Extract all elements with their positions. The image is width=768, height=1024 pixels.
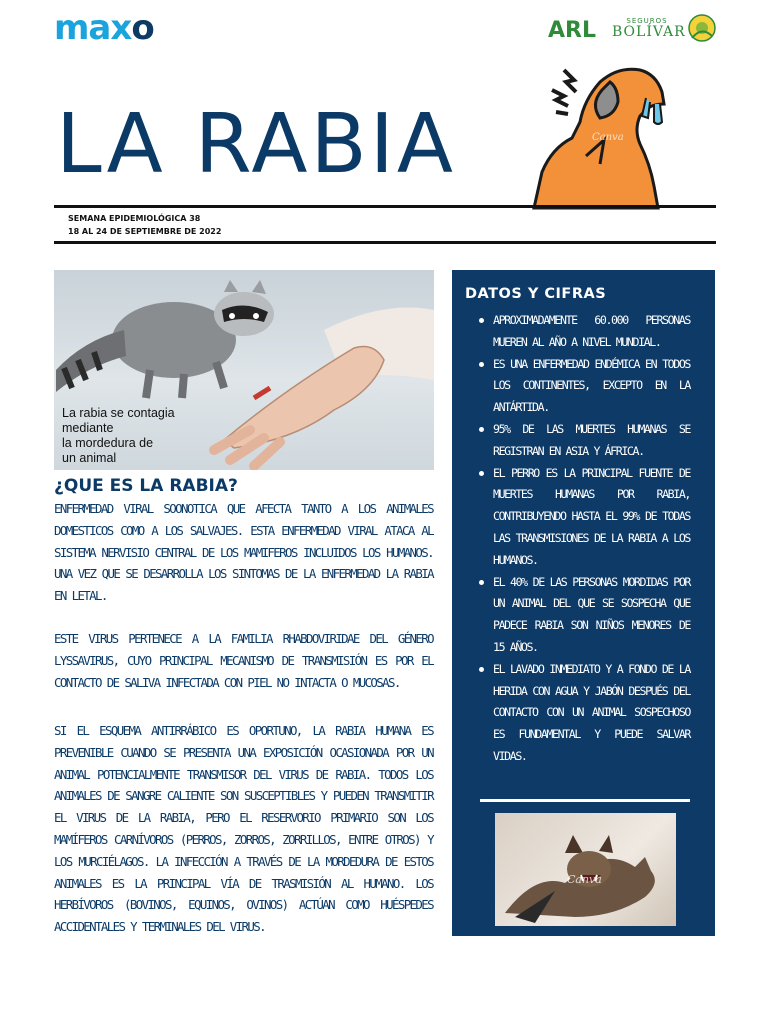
bat-illustration — [495, 813, 676, 926]
fact-item: APROXIMADAMENTE 60.000 PERSONAS MUEREN AL AÑO A NIVEL MUNDIAL. — [474, 310, 690, 354]
fact-item: EL LAVADO INMEDIATO Y A FONDO DE LA HERIDA CON AGUA Y JABÓN DESPUÉS DEL CONTACTO CON UN ANIMAL SOSPECHOSO ES FUNDAMENTAL Y PUEDE SALVAR VIDAS. — [474, 659, 690, 768]
paragraph-definition: ENFERMEDAD VIRAL SOONOTICA QUE AFECTA TANTO A LOS ANIMALES DOMESTICOS COMO A LOS SALVAJES. ESTA ENFERMEDAD VIRAL ATACA AL SISTEMA NERVISIO CENTRAL DE LOS MAMIFEROS INCLUIDOS LOS HUMANOS. UNA VEZ QUE SE DESARROLLA LOS SINTOMAS DE LA ENFERMEDAD LA RABIA EN LETAL. — [54, 501, 433, 604]
bolivar-text: BOLÍVAR — [612, 24, 686, 40]
canva-watermark: Canva — [592, 132, 624, 143]
week-number: SEMANA EPIDEMIOLÓGICA 38 — [68, 214, 201, 223]
seguros-text: SEGUROS — [626, 17, 668, 25]
canva-watermark: Canva — [567, 873, 602, 886]
arl-label: ARL — [548, 18, 596, 43]
paragraph-prevention: SI EL ESQUEMA ANTIRRÁBICO ES OPORTUNO, LA RABIA HUMANA ES PREVENIBLE CUANDO SE PRESENTA UNA EXPOSICIÓN OCASIONADA POR UN ANIMAL POTENCIALMENTE TRANSMISOR DEL VIRUS DE RABIA. TODOS LOS ANIMALES DE SANGRE CALIENTE SON SUSCEPTIBLES Y PUEDEN TRANSMITIR EL VIRUS DE LA RABIA, PERO EL RESERVORIO PRIMARIO SON LOS MAMÍFEROS CARNÍVOROS (PERROS, ZORROS, ZORRILLOS, ENTRE OTROS) Y LOS MURCIÉLAGOS. LA INFECCIÓN A TRAVÉS DE LA MORDEDURA DE ESTOS ANIMALES ES LA PRINCIPAL VÍA DE TRASMISIÓN AL HUMANO. LOS HERBÍVOROS (BOVINOS, EQUINOS, OVINOS) ACTÚAN COMO HUÉSPEDES ACCIDENTALES Y TERMINALES DEL VIRUS. — [54, 723, 433, 935]
panel-divider — [480, 799, 690, 802]
divider-bottom — [54, 241, 716, 244]
paragraph-virus: ESTE VIRUS PERTENECE A LA FAMILIA RHABDOVIRIDAE DEL GÉNERO LYSSAVIRUS, CUYO PRINCIPAL MECANISMO DE TRANSMISIÓN ES POR EL CONTACTO DE SALIVA INFECTADA CON PIEL NO INTACTA O MUCOSAS. — [54, 631, 433, 690]
facts-list — [474, 310, 690, 768]
epidemiological-week — [68, 212, 221, 238]
week-dates: 18 AL 24 DE SEPTIEMBRE DE 2022 — [68, 227, 222, 236]
fact-item: EL PERRO ES LA PRINCIPAL FUENTE DE MUERTES HUMANAS POR RABIA, CONTRIBUYENDO HASTA EL 99% DE TODAS LAS TRANSMISIONES DE LA RABIA A LOS HUMANOS. — [474, 463, 690, 572]
section-heading: ¿QUE ES LA RABIA? — [54, 476, 238, 496]
facts-panel — [452, 270, 715, 936]
fact-item: ES UNA ENFERMEDAD ENDÉMICA EN TODOS LOS CONTINENTES, EXCEPTO EN LA ANTÁRTIDA. — [474, 354, 690, 419]
page-title: LA RABIA — [56, 97, 457, 192]
maxo-logo: maxo — [54, 8, 154, 48]
seguros-bolivar-logo — [612, 17, 686, 40]
facts-title: DATOS Y CIFRAS — [465, 286, 607, 302]
bolivar-sunflower-icon — [686, 12, 718, 44]
photo-caption: La rabia se contagia mediante la mordedura de un animal — [62, 406, 175, 465]
rabid-dog-illustration — [514, 60, 674, 210]
bat-photo — [495, 813, 676, 926]
raccoon-bite-photo — [54, 270, 434, 470]
divider-top — [54, 205, 716, 208]
fact-item: EL 40% DE LAS PERSONAS MORDIDAS POR UN ANIMAL DEL QUE SE SOSPECHA QUE PADECE RABIA SON NIÑOS MENORES DE 15 AÑOS. — [474, 572, 690, 659]
fact-item: 95% DE LAS MUERTES HUMANAS SE REGISTRAN EN ASIA Y ÁFRICA. — [474, 419, 690, 463]
